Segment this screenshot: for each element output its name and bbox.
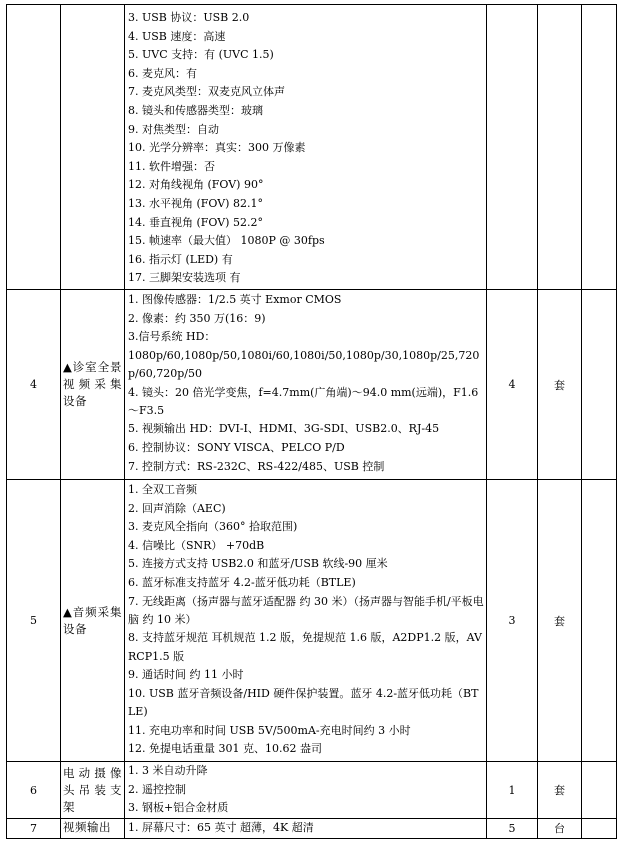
row-number (7, 5, 61, 290)
note-cell (582, 5, 617, 290)
spec-line: 9. 对焦类型：自动 (128, 122, 219, 136)
spec-line: 6. 麦克风：有 (128, 66, 197, 80)
spec-line: 11. 充电功率和时间 USB 5V/500mA-充电时间约 3 小时 (128, 723, 411, 737)
row-number: 5 (7, 480, 61, 762)
note-cell (582, 480, 617, 762)
spec-line: 12. 免提电话重量 301 克、10.62 盎司 (128, 742, 322, 756)
spec-line: 7. 麦克风类型：双麦克风立体声 (128, 85, 285, 99)
spec-list (125, 819, 487, 839)
unit: 套 (538, 762, 582, 819)
table-row (7, 819, 617, 839)
spec-line: 7. 无线距离（扬声器与蓝牙适配器 约 30 米）（扬声器与智能手机/平板电脑 约 10 米） (128, 594, 484, 626)
spec-line: 4. 信噪比（SNR） +70dB (128, 538, 265, 552)
spec-line: 16. 指示灯 (LED) 有 (128, 252, 233, 266)
spec-line: 2. 像素：约 350 万(16：9) (128, 311, 266, 325)
spec-line: 5. UVC 支持：有 (UVC 1.5) (128, 48, 274, 62)
spec-line: 14. 垂直视角 (FOV) 52.2° (128, 215, 263, 229)
procurement-spec-table (6, 4, 617, 839)
spec-line: 4. 镜头：20 倍光学变焦，f=4.7mm(广角端)～94.0 mm(远端)，F1.6～F3.5 (128, 385, 479, 417)
row-number: 4 (7, 290, 61, 480)
item-name: 电动摄像头吊装支架 (61, 762, 125, 819)
spec-line: 10. 光学分辨率：真实：300 万像素 (128, 141, 306, 155)
item-name: ▲音频采集设备 (61, 480, 125, 762)
spec-line: 15. 帧速率（最大值） 1080P @ 30fps (128, 234, 325, 248)
spec-list (125, 290, 487, 480)
spec-line: 3.信号系统 HD： (128, 330, 216, 344)
row-number: 7 (7, 819, 61, 839)
note-cell (582, 819, 617, 839)
item-name (61, 5, 125, 290)
spec-line: 3. 钢板+铝合金材质 (128, 801, 229, 815)
unit: 台 (538, 819, 582, 839)
spec-line: 8. 支持蓝牙规范 耳机规范 1.2 版，免提规范 1.6 版，A2DP1.2 版，AVRCP1.5 版 (128, 631, 482, 663)
unit: 套 (538, 480, 582, 762)
spec-line: 11. 软件增强：否 (128, 159, 215, 173)
quantity: 4 (487, 290, 538, 480)
spec-line: 5. 视频输出 HD：DVI-I、HDMI、3G-SDI、USB2.0、RJ-45 (128, 422, 440, 436)
spec-line: 6. 控制协议：SONY VISCA、PELCO P/D (128, 441, 345, 454)
spec-line: 13. 水平视角 (FOV) 82.1° (128, 196, 263, 210)
spec-line: 2. 遥控控制 (128, 782, 186, 796)
row-number: 6 (7, 762, 61, 819)
spec-text: 1. 图像传感器：1/2.5 英寸 Exmor CMOS (128, 293, 342, 306)
spec-line: 12. 对角线视角 (FOV) 90° (128, 178, 264, 192)
table-row (7, 290, 617, 480)
spec-list (125, 480, 487, 762)
item-name: 视频输出 (61, 819, 125, 839)
spec-line: 10. USB 蓝牙音频设备/HID 硬件保护装置。蓝牙 4.2-蓝牙低功耗（BTLE) (128, 686, 479, 719)
quantity (487, 5, 538, 290)
spec-line: 1. 3 米自动升降 (128, 764, 208, 777)
spec-list (125, 762, 487, 819)
spec-line: 1080p/60,1080p/50,1080i/60,1080i/50,1080p/30,1080p/25,720p/60,720p/50 (128, 348, 480, 381)
spec-line: 8. 镜头和传感器类型：玻璃 (128, 103, 263, 117)
quantity: 3 (487, 480, 538, 762)
unit (538, 5, 582, 290)
spec-line: 1. 全双工音频 (128, 483, 197, 496)
note-cell (582, 290, 617, 480)
spec-line (128, 291, 484, 310)
quantity: 5 (487, 819, 538, 839)
spec-line: 6. 蓝牙标准支持蓝牙 4.2-蓝牙低功耗（BTLE) (128, 575, 356, 589)
table-row (7, 480, 617, 762)
spec-line: 3. USB 协议：USB 2.0 (128, 11, 250, 24)
note-cell (582, 762, 617, 819)
spec-line: 4. USB 速度：高速 (128, 29, 226, 43)
unit: 套 (538, 290, 582, 480)
table-row (7, 762, 617, 819)
spec-list (125, 5, 487, 290)
spec-line: 17. 三脚架安装选项 有 (128, 271, 241, 285)
item-name: ▲诊室全景视频采集设备 (61, 290, 125, 480)
spec-line: 1. 屏幕尺寸：65 英寸 超薄，4K 超清 (128, 821, 314, 834)
spec-line: 9. 通话时间 约 11 小时 (128, 668, 244, 682)
spec-line: 7. 控制方式：RS-232C、RS-422/485、USB 控制 (128, 459, 385, 473)
spec-line: 3. 麦克风全指向（360° 拾取范围) (128, 520, 298, 534)
quantity: 1 (487, 762, 538, 819)
spec-line: 2. 回声消除（AEC) (128, 501, 226, 515)
table-row (7, 5, 617, 290)
spec-line: 5. 连接方式支持 USB2.0 和蓝牙/USB 软线-90 厘米 (128, 557, 388, 571)
